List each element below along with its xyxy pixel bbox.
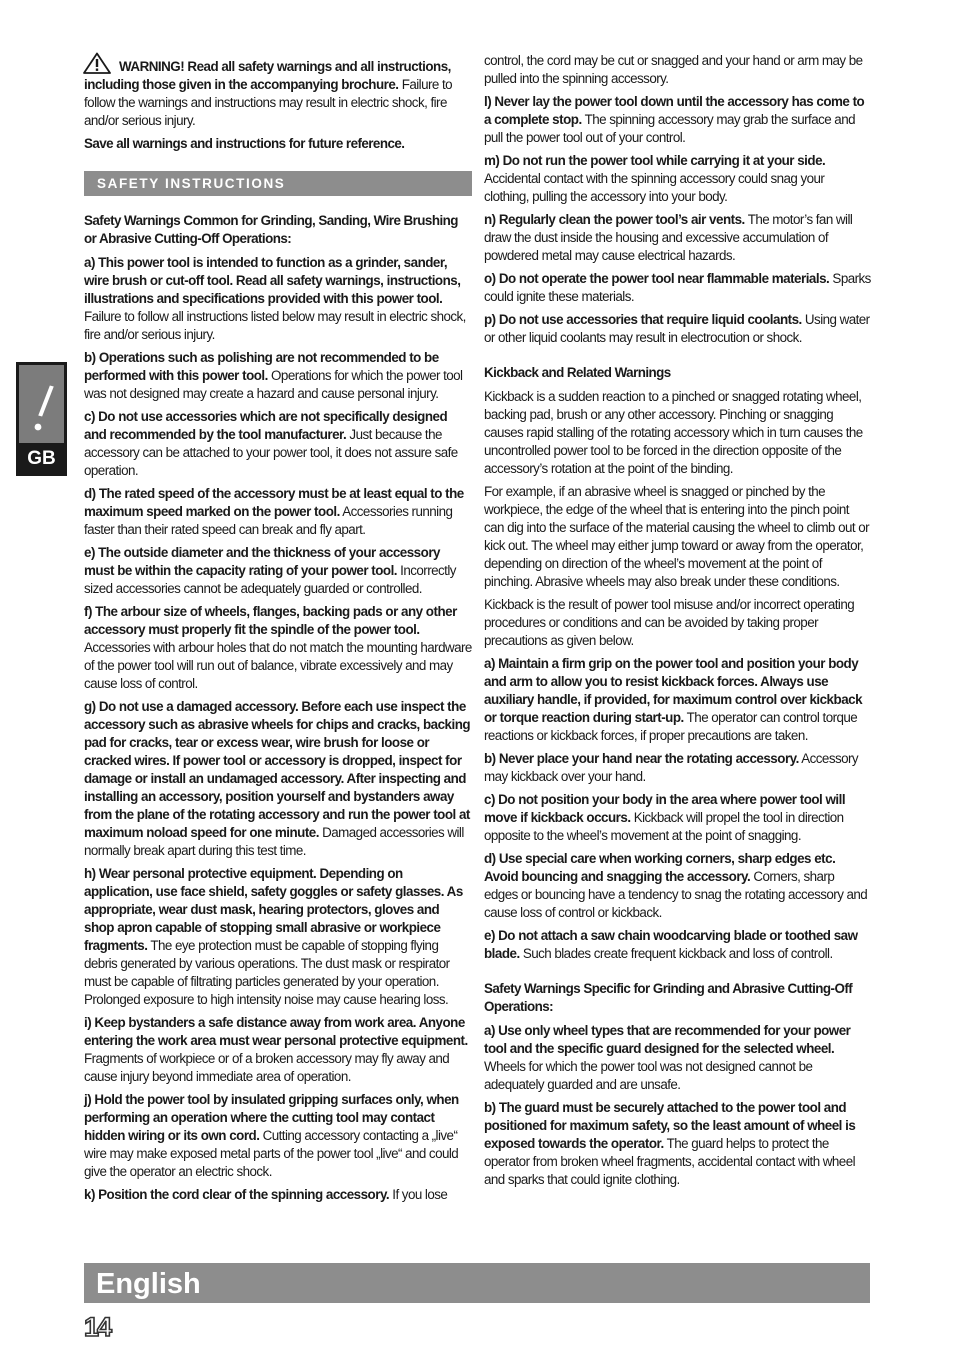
safety-item <box>484 211 871 265</box>
kickback-item-text: The operator can control torque reactions or kickback forces, if proper precautions are taken. <box>484 710 858 743</box>
safety-item-text: Just because the accessory can be attached to your power tool, it does not assure safe operation. <box>84 427 458 478</box>
safety-item <box>84 544 472 598</box>
kickback-paragraph: Kickback is a sudden reaction to a pinched or snagged rotating wheel, backing pad, brush or any other accessory. Pinching or snagging causes rapid stalling of the rotating accessory which in turn causes the uncontrolled power tool to be forced in the direction opposite of the accessory’s rotation at the point of the binding. <box>484 389 863 476</box>
kickback-item <box>484 655 871 745</box>
grinding-item-bold: b) The guard must be securely attached to the power tool and positioned for maximum safety, so the least amount of wheel is exposed towards the operator. <box>484 1100 856 1151</box>
kickback-item <box>484 927 871 963</box>
safety-item <box>484 311 871 347</box>
warning-triangle-icon <box>83 52 111 74</box>
safety-item <box>84 254 472 344</box>
safety-item-text: Cutting accessory contacting a „live“ wire may make exposed metal parts of the power tool „live“ and could give the operator an electric shock. <box>84 1128 459 1179</box>
kickback-paragraph: Kickback is the result of power tool misuse and/or incorrect operating procedures or conditions and can be avoided by taking proper precautions as given below. <box>484 597 855 648</box>
safety-item <box>484 270 871 306</box>
warning-paragraph <box>84 52 472 130</box>
kickback-item-bold: e) Do not attach a saw chain woodcarving blade or toothed saw blade. <box>484 928 858 961</box>
safety-item-bold: e) The outside diameter and the thickness of your accessory must be within the capacity rating of your power tool. <box>84 545 440 578</box>
grinding-item-text: The guard helps to protect the operator from broken wheel fragments, accidental contact with wheel and sparks that could ignite clothing. <box>484 1136 856 1187</box>
safety-item-text: Sparks could ignite these materials. <box>484 271 871 304</box>
safety-item-bold: f) The arbour size of wheels, flanges, backing pads or any other accessory must properly fit the spindle of the power tool. <box>84 604 457 637</box>
safety-item <box>484 93 871 147</box>
warning-text: Failure to follow the warnings and instructions may result in electric shock, fire and/or serious injury. <box>84 77 453 128</box>
safety-item <box>84 485 472 539</box>
safety-item-bold: h) Wear personal protective equipment. Depending on application, use face shield, safety goggles or safety glasses. As appropriate, wear dust mask, hearing protectors, gloves and shop apron capable of stopping small abrasive or workpiece fragments. <box>84 866 463 953</box>
grinding-item-bold: a) Use only wheel types that are recommended for your power tool and the specific guard designed for the selected wheel. <box>484 1023 851 1056</box>
safety-item-bold: b) Operations such as polishing are not recommended to be performed with this power tool. <box>84 350 439 383</box>
safety-item <box>84 865 472 1009</box>
safety-item <box>84 698 472 860</box>
section-title-bar: SAFETY INSTRUCTIONS <box>84 171 472 196</box>
grinding-item <box>484 1022 871 1094</box>
right-items-list <box>484 52 871 347</box>
kickback-item-text: Accessory may kickback over your hand. <box>484 751 859 784</box>
kickback-item-bold: d) Use special care when working corners, sharp edges etc. Avoid bouncing and snagging the accessory. <box>484 851 836 884</box>
page-number: 14 <box>84 1312 111 1342</box>
safety-item-bold: l) Never lay the power tool down until the accessory has come to a complete stop. <box>484 94 865 127</box>
safety-item <box>484 52 871 88</box>
right-column <box>484 52 871 1194</box>
safety-item <box>84 1014 472 1086</box>
left-items-list <box>84 254 472 1204</box>
safety-item <box>484 152 871 206</box>
grinding-heading: Safety Warnings Specific for Grinding and Abrasive Cutting-Off Operations: <box>484 981 853 1014</box>
kickback-item-bold: b) Never place your hand near the rotating accessory. <box>484 751 799 766</box>
warning-bold: WARNING! Read all safety warnings and all instructions, including those given in the accompanying brochure. <box>84 59 451 92</box>
save-instructions: Save all warnings and instructions for future reference. <box>84 136 405 151</box>
language-label: English <box>96 1268 201 1300</box>
left-column <box>84 52 472 1209</box>
safety-item-text: Accessories running faster than their rated speed can break and fly apart. <box>84 504 453 537</box>
kickback-item <box>484 791 871 845</box>
safety-item <box>84 349 472 403</box>
safety-item <box>84 603 472 693</box>
kickback-item <box>484 750 871 786</box>
safety-item-text: control, the cord may be cut or snagged and your hand or arm may be pulled into the spinning accessory. <box>484 53 863 86</box>
safety-item-bold: i) Keep bystanders a safe distance away from work area. Anyone entering the work area must wear personal protective equipment. <box>84 1015 468 1048</box>
kickback-item <box>484 850 871 922</box>
grinding-item <box>484 1099 871 1189</box>
safety-item-text: The motor’s fan will draw the dust inside the housing and excessive accumulation of powdered metal may cause electrical hazards. <box>484 212 853 263</box>
safety-item-text: The spinning accessory may grab the surface and pull the power tool out of your control. <box>484 112 855 145</box>
safety-item <box>84 1091 472 1181</box>
exclamation-warning-icon <box>19 365 64 443</box>
left-section-heading: Safety Warnings Common for Grinding, Sanding, Wire Brushing or Abrasive Cutting-Off Operations: <box>84 213 458 246</box>
grinding-items-list <box>484 1022 871 1189</box>
kickback-item-bold: c) Do not position your body in the area where power tool will move if kickback occurs. <box>484 792 846 825</box>
safety-item-bold: p) Do not use accessories that require liquid coolants. <box>484 312 802 327</box>
safety-item <box>84 408 472 480</box>
safety-item-text: Fragments of workpiece or of a broken accessory may fly away and cause injury beyond immediate area of operation. <box>84 1051 450 1084</box>
safety-item-text: If you lose <box>389 1187 448 1202</box>
safety-item-bold: j) Hold the power tool by insulated gripping surfaces only, when performing an operation where the cutting tool may contact hidden wiring or its own cord. <box>84 1092 459 1143</box>
kickback-item-text: Kickback will propel the tool in direction opposite to the wheel’s movement at the point of snagging. <box>484 810 844 843</box>
safety-item-bold: c) Do not use accessories which are not specifically designed and recommended by the tool manufacturer. <box>84 409 448 442</box>
language-bar <box>84 1263 870 1303</box>
safety-item-bold: d) The rated speed of the accessory must be at least equal to the maximum speed marked on the power tool. <box>84 486 464 519</box>
safety-item-bold: a) This power tool is intended to function as a grinder, sander, wire brush or cut-off tool. Read all safety warnings, instructions, illustrations and specifications provided with this power tool. <box>84 255 461 306</box>
kickback-items-list <box>484 655 871 963</box>
kickback-item-text: Corners, sharp edges or bouncing have a tendency to snag the rotating accessory and cause loss of control or kickback. <box>484 869 868 920</box>
safety-item-bold: n) Regularly clean the power tool’s air vents. <box>484 212 745 227</box>
safety-item-bold: o) Do not operate the power tool near flammable materials. <box>484 271 830 286</box>
grinding-item-text: Wheels for which the power tool was not designed cannot be adequately guarded and are unsafe. <box>484 1059 813 1092</box>
safety-item-text: Incorrectly sized accessories cannot be adequately guarded or controlled. <box>84 563 456 596</box>
safety-item <box>84 1186 472 1204</box>
kickback-paragraph: For example, if an abrasive wheel is snagged or pinched by the workpiece, the edge of the wheel that is entering into the pinch point can dig into the surface of the material causing the wheel to climb out or kick out. The wheel may either jump toward or away from the operator, depending on direction of the wheel’s movement at the point of pinching. Abrasive wheels may also break under these conditions. <box>484 484 870 589</box>
safety-item-bold: m) Do not run the power tool while carrying it at your side. <box>484 153 826 168</box>
safety-item-bold: k) Position the cord clear of the spinning accessory. <box>84 1187 390 1202</box>
safety-item-text: The eye protection must be capable of stopping flying debris generated by various operations. The dust mask or respirator must be capable of filtrating particles generated by your operation. Prolonged exposure to high intensity noise may cause hearing loss. <box>84 938 450 1007</box>
safety-item-text: Accidental contact with the spinning accessory could snag your clothing, pulling the accessory into your body. <box>484 171 825 204</box>
kickback-paragraphs <box>484 388 871 650</box>
safety-item-text: Failure to follow all instructions listed below may result in electric shock, fire and/or serious injury. <box>84 309 466 342</box>
safety-item-text: Using water or other liquid coolants may result in electrocution or shock. <box>484 312 870 345</box>
safety-item-text: Operations for which the power tool was not designed may create a hazard and cause personal injury. <box>84 368 463 401</box>
safety-item-text: Damaged accessories will normally break apart during this test time. <box>84 825 464 858</box>
kickback-item-text: Such blades create frequent kickback and loss of controll. <box>519 946 833 961</box>
kickback-item-bold: a) Maintain a firm grip on the power tool and position your body and arm to allow you to resist kickback forces. Always use auxiliary handle, if provided, for maximum control over kickback or torque reaction during start-up. <box>484 656 863 725</box>
safety-item-text: Accessories with arbour holes that do not match the mounting hardware of the power tool will run out of balance, vibrate excessively and may cause loss of control. <box>84 640 472 691</box>
language-side-tab <box>16 362 67 476</box>
side-tab-label: GB <box>27 448 56 469</box>
kickback-heading: Kickback and Related Warnings <box>484 365 671 380</box>
safety-item-bold: g) Do not use a damaged accessory. Before each use inspect the accessory such as abrasive wheels for chips and cracks, backing pad for cracks, tear or excess wear, wire brush for loose or cracked wires. If power tool or accessory is dropped, inspect for damage or install an undamaged accessory. After inspecting and installing an accessory, position yourself and bystanders away from the plane of the rotating accessory and run the power tool at maximum noload speed for one minute. <box>84 699 471 840</box>
